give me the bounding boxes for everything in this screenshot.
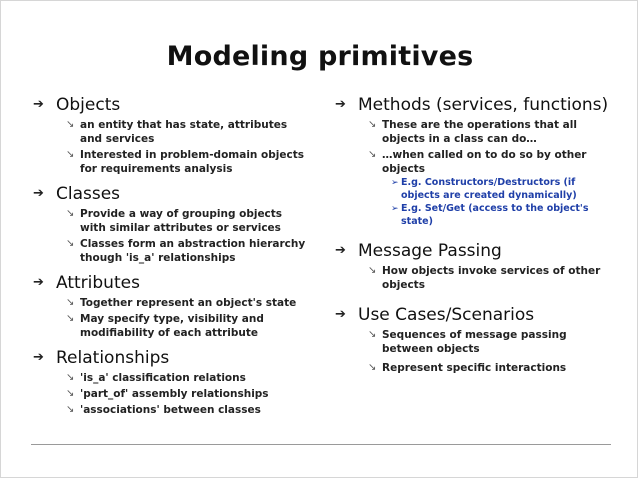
section-relationships [33, 347, 323, 417]
sub-bullet-icon: ↘ [66, 372, 75, 383]
list-item [66, 207, 323, 235]
example-text: E.g. Set/Get (access to the object's state) [401, 203, 589, 227]
example-marker-icon: ➢ [391, 178, 399, 188]
sub-bullet-icon: ↘ [66, 388, 75, 399]
section-methods [335, 94, 635, 228]
section-heading [33, 94, 323, 116]
heading-text: Classes [56, 184, 121, 204]
list-item [66, 237, 323, 265]
sub-bullet-icon: ↘ [368, 362, 377, 373]
list-item [66, 403, 323, 417]
item-text: How objects invoke services of other objects [382, 265, 601, 291]
arrow-bullet-icon: ➔ [335, 243, 346, 258]
section-message-passing [335, 240, 635, 292]
heading-text: Relationships [56, 348, 170, 368]
list-item [368, 328, 635, 356]
item-text: 'associations' between classes [80, 404, 261, 416]
list-item [368, 264, 635, 292]
item-text: 'part_of' assembly relationships [80, 388, 269, 400]
list-item [368, 148, 635, 176]
heading-text: Message Passing [358, 241, 502, 261]
sub-bullet-icon: ↘ [66, 119, 75, 130]
example-item [391, 177, 635, 202]
section-attributes [33, 272, 323, 340]
heading-text: Methods (services, functions) [358, 95, 609, 115]
right-column [335, 94, 635, 382]
section-use-cases [335, 304, 635, 375]
example-text: E.g. Constructors/Destructors (if objects are created dynamically) [401, 177, 577, 201]
list-item [66, 312, 323, 340]
sub-bullet-icon: ↘ [66, 297, 75, 308]
item-text: Interested in problem-domain objects for requirements analysis [80, 149, 304, 175]
sub-bullet-icon: ↘ [66, 238, 75, 249]
sub-bullet-icon: ↘ [66, 149, 75, 160]
slide-title: Modeling primitives [166, 41, 474, 72]
section-objects [33, 94, 323, 176]
item-text: Together represent an object's state [80, 297, 297, 309]
sub-bullet-icon: ↘ [66, 313, 75, 324]
left-column [33, 94, 323, 424]
arrow-bullet-icon: ➔ [335, 307, 346, 322]
sub-bullet-icon: ↘ [66, 404, 75, 415]
example-item [391, 203, 635, 228]
list-item [368, 361, 635, 375]
item-text: Classes form an abstraction hierarchy though 'is_a' relationships [80, 238, 306, 264]
item-text: an entity that has state, attributes and services [80, 119, 288, 145]
arrow-bullet-icon: ➔ [33, 350, 44, 365]
section-heading [335, 240, 635, 262]
heading-text: Use Cases/Scenarios [358, 305, 535, 325]
list-item [66, 296, 323, 310]
arrow-bullet-icon: ➔ [33, 275, 44, 290]
item-text: Represent specific interactions [382, 362, 567, 374]
arrow-bullet-icon: ➔ [335, 97, 346, 112]
arrow-bullet-icon: ➔ [33, 186, 44, 201]
section-heading [335, 304, 635, 326]
sub-bullet-icon: ↘ [368, 265, 377, 276]
list-item [66, 148, 323, 176]
section-classes [33, 183, 323, 265]
section-heading [33, 272, 323, 294]
arrow-bullet-icon: ➔ [33, 97, 44, 112]
item-text: 'is_a' classification relations [80, 372, 246, 384]
section-heading [335, 94, 635, 116]
heading-text: Objects [56, 95, 121, 115]
item-text: Sequences of message passing between objects [382, 329, 567, 355]
list-item [368, 118, 635, 146]
item-text: May specify type, visibility and modifiability of each attribute [80, 313, 264, 339]
section-heading [33, 347, 323, 369]
item-text: …when called on to do so by other objects [382, 149, 587, 175]
example-marker-icon: ➢ [391, 204, 399, 214]
sub-bullet-icon: ↘ [368, 149, 377, 160]
list-item [66, 118, 323, 146]
list-item [66, 371, 323, 385]
sub-bullet-icon: ↘ [66, 208, 75, 219]
sub-bullet-icon: ↘ [368, 329, 377, 340]
item-text: Provide a way of grouping objects with similar attributes or services [80, 208, 283, 234]
list-item [66, 387, 323, 401]
section-heading [33, 183, 323, 205]
footer-divider [31, 444, 611, 445]
heading-text: Attributes [56, 273, 140, 293]
sub-bullet-icon: ↘ [368, 119, 377, 130]
item-text: These are the operations that all objects in a class can do… [382, 119, 577, 145]
